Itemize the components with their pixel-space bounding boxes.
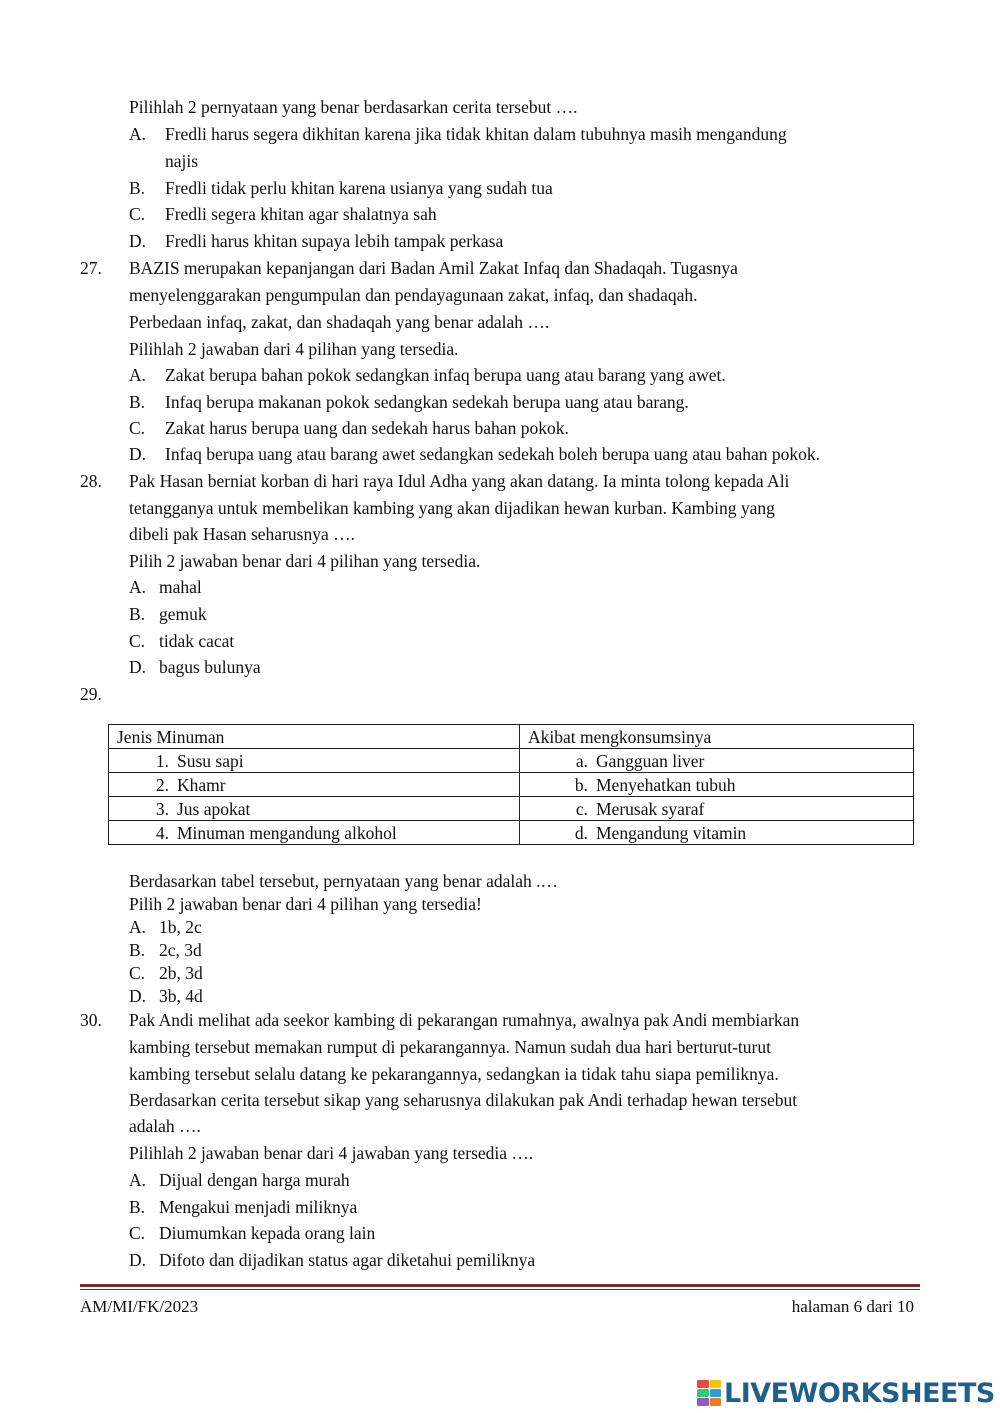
row-letter: b.: [574, 774, 588, 795]
row-letter: d.: [574, 822, 588, 843]
q28-option-a-text: mahal: [159, 577, 202, 597]
q30-line-2: kambing tersebut memakan rumput di pekarangannya. Namun sudah dua hari berturut-turut: [129, 1037, 771, 1057]
q30-option-d-text: Difoto dan dijadikan status agar diketahui pemiliknya: [159, 1250, 536, 1270]
q29-line-2: Pilih 2 jawaban benar dari 4 pilihan yang tersedia!: [129, 894, 482, 914]
footer-page-number: halaman 6 dari 10: [791, 1297, 914, 1316]
q27-option-c-letter: C.: [129, 418, 146, 438]
q27-option-d-text: Infaq berupa uang atau barang awet sedangkan sedekah boleh berupa uang atau bahan pokok.: [165, 444, 821, 464]
table-cell: [520, 797, 914, 821]
table-cell: [520, 773, 914, 797]
beverage-name: Khamr: [177, 774, 226, 795]
row-number: 3.: [155, 798, 169, 819]
logo-text: LIVEWORKSHEETS: [724, 1377, 995, 1409]
logo-block: [697, 1389, 709, 1397]
table-cell: [109, 821, 520, 845]
beverage-name: Minuman mengandung alkohol: [177, 822, 397, 843]
q28-option-d-text: bagus bulunya: [159, 657, 261, 677]
q28-line-3: dibeli pak Hasan seharusnya ….: [129, 524, 355, 544]
table-header-row: [109, 725, 914, 749]
q27-option-a-letter: A.: [129, 365, 147, 385]
q30-line-4: Berdasarkan cerita tersebut sikap yang seharusnya dilakukan pak Andi terhadap hewan tersebut: [129, 1090, 798, 1110]
q30-option-a-text: Dijual dengan harga murah: [159, 1170, 350, 1190]
q30-line-6: Pilihlah 2 jawaban benar dari 4 jawaban yang tersedia ….: [129, 1143, 534, 1163]
logo-block: [710, 1398, 722, 1406]
q29-option-c-text: 2b, 3d: [159, 963, 203, 983]
row-letter: c.: [575, 798, 588, 819]
q29-option-b-letter: B.: [129, 940, 146, 960]
table-cell: [520, 749, 914, 773]
q26-option-b-letter: B.: [129, 178, 146, 198]
q27-option-b-text: Infaq berupa makanan pokok sedangkan sedekah berupa uang atau barang.: [165, 392, 689, 412]
q28-line-1: Pak Hasan berniat korban di hari raya Idul Adha yang akan datang. Ia minta tolong kepada Ali: [129, 471, 790, 491]
table-cell: [109, 797, 520, 821]
q27-option-d-letter: D.: [129, 444, 147, 464]
q30-option-b-text: Mengakui menjadi miliknya: [159, 1197, 358, 1217]
table-row: [109, 821, 914, 845]
footer-divider-thin: [80, 1289, 920, 1290]
q27-option-b-letter: B.: [129, 392, 146, 412]
q26-option-d-text: Fredli harus khitan supaya lebih tampak perkasa: [165, 231, 504, 251]
q30-line-5: adalah ….: [129, 1116, 201, 1136]
q29-number: 29.: [80, 684, 102, 704]
table-cell: [109, 749, 520, 773]
table-row: [109, 773, 914, 797]
q26-option-c-letter: C.: [129, 204, 146, 224]
q28-number: 28.: [80, 471, 102, 491]
table-row: [109, 749, 914, 773]
table-cell: [109, 773, 520, 797]
q28-option-c-letter: C.: [129, 631, 146, 651]
logo-block: [710, 1389, 722, 1397]
beverage-name: Jus apokat: [177, 798, 251, 819]
q30-option-c-letter: C.: [129, 1223, 146, 1243]
q28-option-b-letter: B.: [129, 604, 146, 624]
q27-line-1: BAZIS merupakan kepanjangan dari Badan Amil Zakat Infaq dan Shadaqah. Tugasnya: [129, 258, 738, 278]
q27-option-a-text: Zakat berupa bahan pokok sedangkan infaq berupa uang atau barang yang awet.: [165, 365, 726, 385]
beverage-name: Susu sapi: [177, 750, 244, 771]
q27-line-4: Pilihlah 2 jawaban dari 4 pilihan yang tersedia.: [129, 339, 459, 359]
q26-option-d-letter: D.: [129, 231, 147, 251]
logo-block: [697, 1380, 709, 1388]
q28-option-c-text: tidak cacat: [159, 631, 235, 651]
table-row: [109, 797, 914, 821]
row-number: 2.: [155, 774, 169, 795]
q30-option-c-text: Diumumkan kepada orang lain: [159, 1223, 376, 1243]
q29-option-c-letter: C.: [129, 963, 146, 983]
q30-option-a-letter: A.: [129, 1170, 147, 1190]
q30-option-b-letter: B.: [129, 1197, 146, 1217]
q26-option-c-text: Fredli segera khitan agar shalatnya sah: [165, 204, 437, 224]
q30-number: 30.: [80, 1010, 102, 1030]
table-header-cell: Akibat mengkonsumsinya: [520, 725, 914, 749]
q29-option-a-letter: A.: [129, 917, 147, 937]
q29-option-a-text: 1b, 2c: [159, 917, 202, 937]
beverage-table: [108, 724, 914, 845]
q29-line-1: Berdasarkan tabel tersebut, pernyataan yang benar adalah .…: [129, 871, 559, 891]
q28-line-2: tetangganya untuk membelikan kambing yang akan dijadikan hewan kurban. Kambing yang: [129, 498, 775, 518]
q27-line-2: menyelenggarakan pengumpulan dan pendayagunaan zakat, infaq, dan shadaqah.: [129, 285, 698, 305]
q29-option-d-text: 3b, 4d: [159, 986, 203, 1006]
q30-option-d-letter: D.: [129, 1250, 147, 1270]
q29-option-d-letter: D.: [129, 986, 147, 1006]
q26-option-a-letter: A.: [129, 124, 147, 144]
q27-line-3: Perbedaan infaq, zakat, dan shadaqah yang benar adalah ….: [129, 312, 550, 332]
row-number: 4.: [155, 822, 169, 843]
q26-option-a-text-cont: najis: [165, 151, 199, 171]
footer-code: AM/MI/FK/2023: [80, 1297, 199, 1316]
effect-text: Mengandung vitamin: [596, 822, 747, 843]
q26-option-a-text: Fredli harus segera dikhitan karena jika tidak khitan dalam tubuhnya masih mengandung: [165, 124, 787, 144]
liveworksheets-logo: [697, 1378, 995, 1408]
q30-line-1: Pak Andi melihat ada seekor kambing di pekarangan rumahnya, awalnya pak Andi membiarkan: [129, 1010, 800, 1030]
q30-line-3: kambing tersebut selalu datang ke pekarangannya, sedangkan ia tidak tahu siapa pemiliknya.: [129, 1064, 779, 1084]
table-cell: [520, 821, 914, 845]
q29-option-b-text: 2c, 3d: [159, 940, 202, 960]
q28-option-b-text: gemuk: [159, 604, 207, 624]
logo-block: [697, 1398, 709, 1406]
q26-option-b-text: Fredli tidak perlu khitan karena usianya yang sudah tua: [165, 178, 553, 198]
logo-block: [710, 1380, 722, 1388]
footer-divider-thick: [80, 1284, 920, 1287]
row-letter: a.: [575, 750, 588, 771]
effect-text: Menyehatkan tubuh: [596, 774, 736, 795]
q28-option-a-letter: A.: [129, 577, 147, 597]
table-header-cell: Jenis Minuman: [109, 725, 520, 749]
q28-option-d-letter: D.: [129, 657, 147, 677]
q27-option-c-text: Zakat harus berupa uang dan sedekah harus bahan pokok.: [165, 418, 569, 438]
row-number: 1.: [155, 750, 169, 771]
effect-text: Gangguan liver: [596, 750, 705, 771]
q26-instruction: Pilihlah 2 pernyataan yang benar berdasarkan cerita tersebut ….: [129, 97, 578, 117]
q28-line-4: Pilih 2 jawaban benar dari 4 pilihan yang tersedia.: [129, 551, 481, 571]
logo-grid-icon: [697, 1380, 721, 1406]
q27-number: 27.: [80, 258, 102, 278]
effect-text: Merusak syaraf: [596, 798, 705, 819]
